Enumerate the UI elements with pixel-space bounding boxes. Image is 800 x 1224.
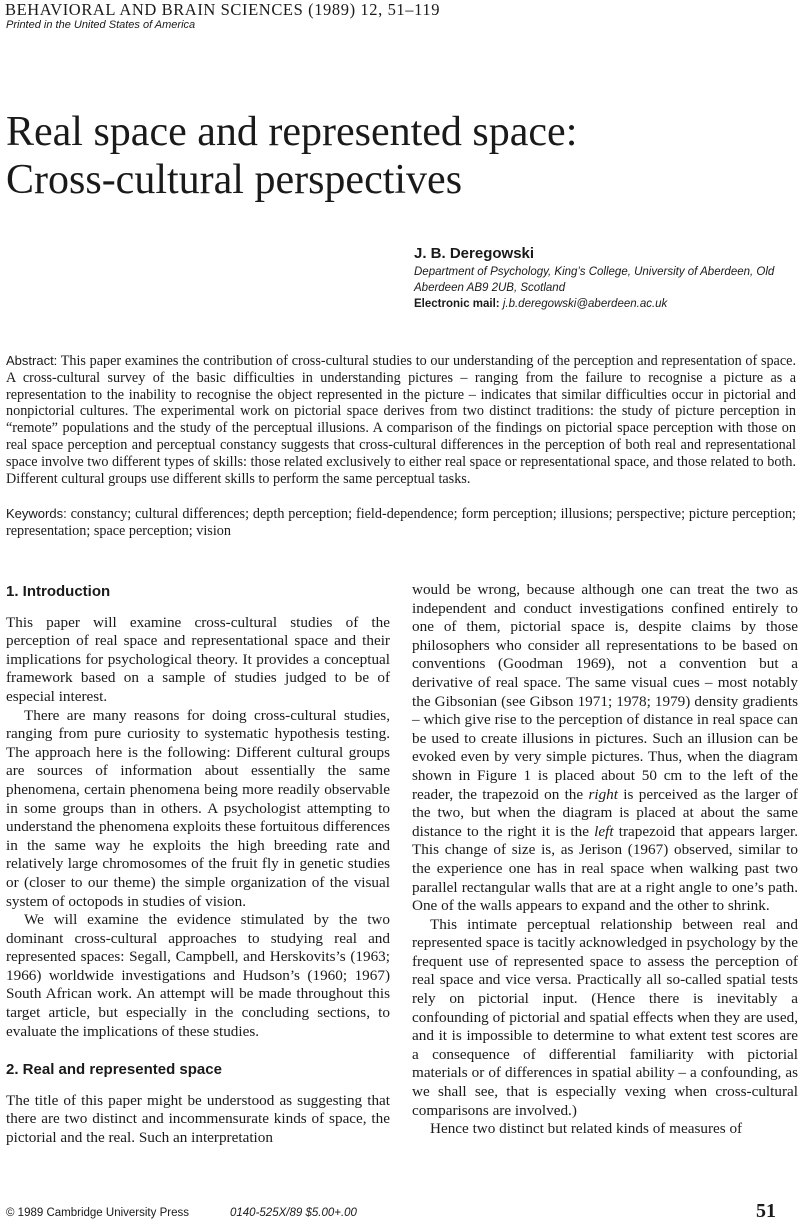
- section-2-heading: 2. Real and represented space: [6, 1061, 222, 1079]
- footer-issn: 0140-525X/89 $5.00+.00: [230, 1207, 357, 1219]
- email-label: Electronic mail:: [414, 298, 500, 310]
- abstract-label: Abstract:: [6, 353, 58, 368]
- footer-copyright: © 1989 Cambridge University Press: [6, 1207, 189, 1219]
- section-2-paragraph-1: The title of this paper might be understood as suggesting that there are two distinct and incommensurate kinds of space, the pictorial and the real. Such an interpretation: [6, 1091, 390, 1147]
- left-column: [6, 583, 390, 1148]
- right-emphasis: right: [588, 785, 618, 803]
- section-1-paragraph-1: This paper will examine cross-cultural studies of the perception of real space and representational space and their implications for psychological theory. It provides a conceptual framework based on a sample of studies judged to be of especial interest.: [6, 613, 390, 705]
- right-p1-part-c: trapezoid that appears larger. This change of size is, as Jerison (1967) observed, similar to the experience one has in real space when walking past two parallel rectangular walls that are at a right angle to one’s path. One of the walls appears to expand and the other to shrink.: [412, 822, 799, 915]
- right-paragraph-3: Hence two distinct but related kinds of measures of: [430, 1120, 743, 1138]
- section-1-paragraph-3: We will examine the evidence stimulated by the two dominant cross-cultural approaches to studying real and represented spaces: Segall, Campbell, and Herskovits’s (1963; 1966) worldwide investigations and Hudson’s (1960; 1967) South African work. An attempt will be made throughout this target article, but especially in the concluding sections, to evaluate the implications of these studies.: [6, 911, 390, 1040]
- keywords-label: Keywords:: [6, 506, 67, 521]
- left-emphasis: left: [594, 822, 614, 840]
- author-affiliation: [414, 264, 794, 312]
- keywords-text: constancy; cultural differences; depth perception; field-dependence; form perception; illusions; perspective; picture perception; representation; space perception; vision: [6, 506, 796, 539]
- section-1-paragraph-2: There are many reasons for doing cross-cultural studies, ranging from pure curiosity to systematic hypothesis testing. The approach here is the following: Different cultural groups are sources of information about essentially the same phenomena, certain phenomena being more readily observable in some groups than in others. A psychologist attempting to understand the phenomena exploits these fortuitous differences in the same way he exploits the high breeding rate and relatively large chromosomes of the fruit fly in genetic studies or (closer to our theme) the simple organization of the visual system of octopods in studies of vision.: [6, 706, 390, 910]
- keywords: [6, 506, 796, 540]
- right-p1-part-a: would be wrong, because although one can treat the two as independent and conduct investigations confined entirely to one of them, pictorial space is, despite claims by those philosophers who consider all representations to be based on conventions (Goodman 1969), not a convention but a derivative of real space. The same visual cues – most notably the Gibsonian (see Gibson 1971; 1978; 1979) density gradients – which give rise to the perception of distance in real space can be used to create illusions in pictures. Such an illusion can be evoked even by very simple pictures. Thus, when the diagram shown in Figure 1 is placed about 50 cm to the left of the reader, the trapezoid on the: [412, 581, 798, 803]
- email-line: [414, 296, 794, 312]
- page-number: 51: [756, 1200, 776, 1222]
- title-line-2: Cross-cultural perspectives: [6, 157, 463, 203]
- paper-title: [6, 108, 786, 204]
- abstract: [6, 353, 796, 487]
- abstract-text: This paper examines the contribution of cross-cultural studies to our understanding of the perception and representation of space. A cross-cultural survey of the basic difficulties in understanding pictures – ranging from the failure to recognise a picture as a representation to the inability to recognise the object represented in the picture – indicates that similar difficulties occur in pictorial and nonpictorial cultures. The experimental work on pictorial space derives from two distinct traditions: the study of picture perception in “remote” populations and the study of the perceptual illusions. A comparison of the findings on pictorial space perception with those on real space perception and perceptual constancy suggests that cross-cultural differences in the perception of both real and representational space involve two different types of skills: those related exclusively to either real space or representational space, and those related to both. Different cultural groups use different skills to perform the same perceptual tasks.: [6, 353, 796, 487]
- affiliation-text: Department of Psychology, King’s College, University of Aberdeen, Old Aberdeen AB9 2UB, Scotland: [414, 266, 775, 294]
- email-address[interactable]: j.b.deregowski@aberdeen.ac.uk: [502, 298, 668, 310]
- section-1-heading: 1. Introduction: [6, 583, 111, 600]
- right-paragraph-1: [412, 581, 798, 916]
- journal-header: BEHAVIORAL AND BRAIN SCIENCES (1989) 12, 51–119: [5, 0, 441, 19]
- author-name: J. B. Deregowski: [414, 245, 535, 262]
- right-column: [412, 581, 798, 1139]
- right-paragraph-2: This intimate perceptual relationship between real and represented space is tacitly acknowledged in psychology by the frequent use of represented space to assess the perception of real space and vice versa. Practically all so-called spatial tests rely on pictorial input. (Hence there is inevitably a confounding of pictorial and spatial effects when they are used, and it is impossible to determine to what extent test scores are a consequence of differential familiarity with pictorial materials or of differences in spatial ability – a confounding, as we shall see, that is especially vexing when cross-cultural comparisons are involved.): [412, 915, 798, 1119]
- right-p1-part-b: is perceived as the larger of the two, but when the diagram is placed at about the same distance to the right it is the: [412, 785, 798, 840]
- printed-line: Printed in the United States of America: [6, 19, 196, 31]
- title-line-1: Real space and represented space:: [6, 109, 578, 155]
